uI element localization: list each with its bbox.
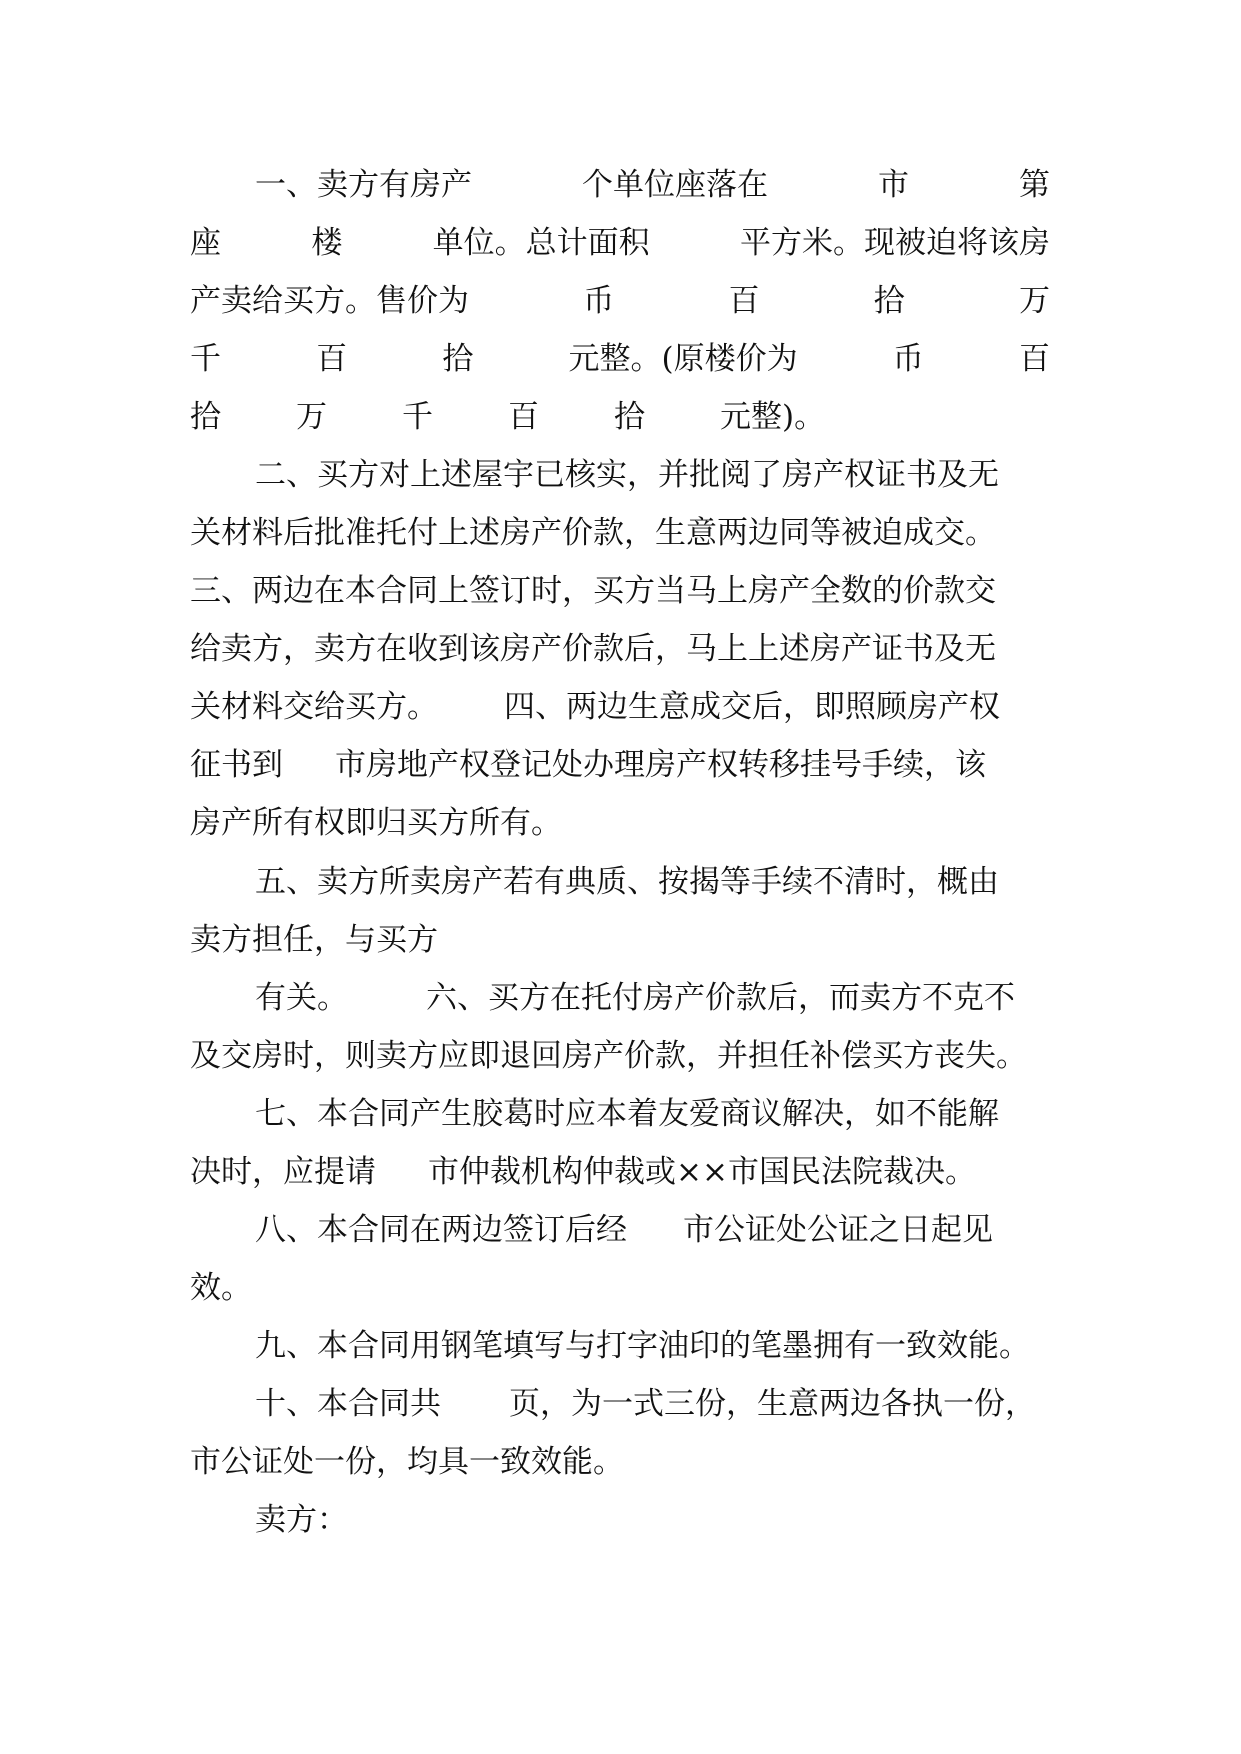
- text-segment: 百: [1018, 341, 1050, 377]
- text-segment: 一、卖方有房产: [255, 167, 472, 203]
- paragraph-5-line-1: [255, 861, 1050, 903]
- text-segment: 百: [316, 341, 348, 377]
- paragraph-8-line-1: [255, 1209, 1050, 1251]
- text-segment: 关材料交给买方。: [190, 689, 438, 725]
- text-segment: 六、买方在托付房产价款后，而卖方不克不: [426, 980, 1015, 1016]
- text-segment: 市: [878, 167, 909, 203]
- text-segment: 市公证处公证之日起见: [683, 1212, 993, 1248]
- paragraph-6-line-1: [255, 977, 1050, 1019]
- text-segment: 第: [1019, 167, 1050, 203]
- paragraph-8-line-2: [190, 1267, 1050, 1309]
- text-segment: 七、本合同产生胶葛时应本着友爱商议解决，如不能解: [255, 1096, 999, 1132]
- text-segment: 市公证处一份，均具一致效能。: [190, 1444, 624, 1480]
- paragraph-10-line-1: [255, 1383, 1050, 1425]
- text-segment: 页，为一式三份，生意两边各执一份，: [509, 1386, 1036, 1422]
- paragraph-10-line-2: [190, 1441, 1050, 1483]
- paragraph-4-line-3: [190, 802, 1050, 844]
- paragraph-7-line-1: [255, 1093, 1050, 1135]
- text-segment: 市仲裁机构仲裁或××市国民法院裁决。: [428, 1154, 976, 1190]
- text-segment: 币: [892, 341, 924, 377]
- paragraph-5-line-2: [190, 919, 1050, 961]
- text-segment: 决时，应提请: [190, 1154, 376, 1190]
- text-segment: 有关。: [255, 980, 348, 1016]
- text-segment: 元整。(原楼价为: [568, 341, 798, 377]
- text-segment: 拾: [873, 283, 905, 319]
- paragraph-6-line-2: [190, 1035, 1050, 1077]
- text-segment: 八、本合同在两边签订后经: [255, 1212, 627, 1248]
- text-segment: 万: [296, 399, 327, 435]
- text-segment: 百: [508, 399, 539, 435]
- paragraph-1-line-3: [190, 280, 1050, 322]
- text-segment: 平方米。现被迫将该房: [739, 225, 1050, 261]
- paragraph-3-line-1: [190, 570, 1050, 612]
- text-segment: 币: [583, 283, 615, 319]
- paragraph-4-line-2: [190, 744, 1050, 786]
- paragraph-9-line-1: [255, 1325, 1050, 1367]
- text-segment: 效。: [190, 1270, 252, 1306]
- seller-signature-label: [255, 1499, 1050, 1541]
- text-segment: 拾: [442, 341, 474, 377]
- text-segment: 万: [1019, 283, 1050, 319]
- text-segment: 座: [190, 225, 221, 261]
- paragraph-2-line-1: [255, 454, 1050, 496]
- text-segment: 二、买方对上述屋宇已核实，并批阅了房产权证书及无: [255, 457, 999, 493]
- text-segment: 产卖给买方。售价为: [190, 283, 469, 319]
- text-segment: 百: [728, 283, 760, 319]
- paragraph-3-line-2: [190, 628, 1050, 670]
- text-segment: 四、两边生意成交后，即照顾房产权: [504, 689, 1000, 725]
- text-segment: 个单位座落在: [582, 167, 768, 203]
- text-segment: 千: [402, 399, 433, 435]
- text-segment: 千: [190, 341, 221, 377]
- text-segment: 九、本合同用钢笔填写与打字油印的笔墨拥有一致效能。: [255, 1328, 1030, 1364]
- text-segment: 关材料后批准托付上述房产价款，生意两边同等被迫成交。: [190, 515, 996, 551]
- text-segment: 征书到: [190, 747, 283, 783]
- text-segment: 元整)。: [720, 399, 826, 435]
- paragraph-1-line-5: [190, 396, 1050, 438]
- paragraph-2-line-2: [190, 512, 1050, 554]
- text-segment: 卖方担任，与买方: [190, 922, 438, 958]
- text-segment: 单位。总计面积: [432, 225, 650, 261]
- text-segment: 十、本合同共: [255, 1386, 441, 1422]
- paragraph-7-line-2: [190, 1151, 1050, 1193]
- text-segment: 拾: [614, 399, 645, 435]
- paragraph-1-line-4: [190, 338, 1050, 380]
- paragraph-1-line-1: [255, 164, 1050, 206]
- text-segment: 市房地产权登记处办理房产权转移挂号手续，该: [335, 747, 986, 783]
- text-segment: 拾: [190, 399, 221, 435]
- paragraph-1-line-2: [190, 222, 1050, 264]
- text-segment: 及交房时，则卖方应即退回房产价款，并担任补偿买方丧失。: [190, 1038, 1027, 1074]
- text-segment: 三、两边在本合同上签订时，买方当马上房产全数的价款交: [190, 573, 996, 609]
- text-segment: 五、卖方所卖房产若有典质、按揭等手续不清时，概由: [255, 864, 999, 900]
- text-segment: 楼: [311, 225, 343, 261]
- text-segment: 卖方：: [255, 1502, 348, 1538]
- text-segment: 房产所有权即归买方所有。: [190, 805, 562, 841]
- text-segment: 给卖方，卖方在收到该房产价款后，马上上述房产证书及无: [190, 631, 996, 667]
- paragraph-3-line-3: [190, 686, 1050, 728]
